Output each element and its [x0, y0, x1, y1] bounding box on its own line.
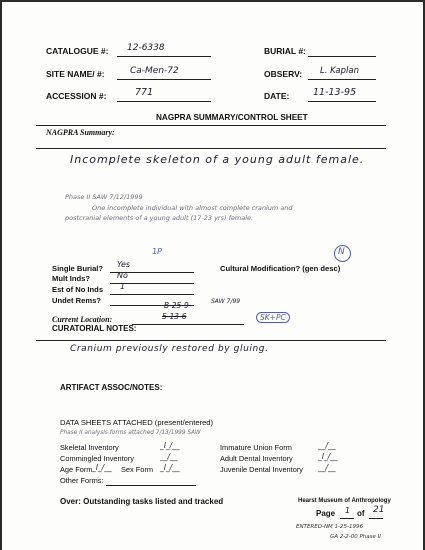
mult-inds-label: Mult Inds? — [52, 274, 90, 283]
cultural-mod-label: Cultural Modification? (gen desc) — [220, 264, 341, 273]
curatorial-text: Cranium previously restored by gluing. — [70, 344, 269, 354]
datasheets-label: DATA SHEETS ATTACHED (present/entered) — [60, 418, 214, 427]
undet-rems-label: Undet Rems? — [52, 296, 101, 305]
age-form-label: Age Form — [60, 465, 93, 474]
commingled-inventory-mark: __/__ — [160, 452, 178, 461]
page-label: Page — [316, 509, 336, 518]
of-label: of — [357, 509, 365, 518]
est-inds-value: 1 — [120, 282, 126, 291]
skeletal-inventory-label: Skeletal Inventory — [60, 443, 119, 452]
age-form-mark: _l_/__ — [92, 463, 112, 472]
curatorial-rule — [36, 340, 386, 341]
skeletal-inventory-mark: _l_/__ — [160, 441, 180, 450]
page-total-line — [369, 518, 383, 519]
observ-label: OBSERV: — [264, 69, 303, 79]
burial-line — [308, 56, 376, 57]
other-forms-label: Other Forms: — [60, 476, 104, 485]
ip-mark: 1P — [152, 247, 162, 256]
sex-form-label: Sex Form — [121, 465, 154, 474]
mult-inds-value: No — [117, 271, 128, 280]
single-burial-label: Single Burial? — [52, 264, 104, 273]
sex-form-mark: _l_/__ — [160, 463, 180, 472]
other-forms-line — [106, 485, 196, 486]
site-value: Ca-Men-72 — [130, 66, 179, 76]
accession-line — [117, 101, 211, 102]
est-inds-label: Est of No Inds — [52, 285, 104, 294]
catalogue-label: CATALOGUE #: — [46, 46, 109, 56]
outstanding-tasks: Over: Outstanding tasks listed and tracked — [60, 497, 224, 506]
scan-edge-top — [0, 0, 425, 2]
observ-line — [308, 79, 376, 80]
immature-union-label: Immature Union Form — [220, 443, 292, 452]
observ-value: L. Kaplan — [320, 66, 359, 76]
entered-note: ENTERED-NM 1-25-1996 — [296, 524, 364, 530]
date-line — [308, 101, 376, 102]
artifact-label: ARTIFACT ASSOC/NOTES: — [60, 383, 163, 392]
catalogue-value: 12-6338 — [127, 43, 165, 53]
juvenile-dental-mark: __/__ — [318, 463, 336, 472]
summary-text: Incomplete skeleton of a young adult female. — [70, 153, 365, 166]
page-number: 1 — [345, 506, 351, 515]
sheet-title: NAGPRA SUMMARY/CONTROL SHEET — [156, 113, 308, 122]
juvenile-dental-label: Juvenile Dental Inventory — [220, 465, 303, 474]
summary-phase-line2: postcranial elements of a young adult (17-23 yrs) female. — [65, 214, 254, 222]
page-total: 21 — [373, 505, 385, 515]
summary-rule — [36, 148, 386, 149]
summary-phase-line1: One incomplete individual with almost complete cranium and — [92, 204, 293, 212]
immature-union-mark: __/__ — [318, 441, 336, 450]
location-saw-note: SAW 7/99 — [211, 298, 241, 305]
catalogue-line — [117, 56, 211, 57]
title-divider — [36, 125, 386, 126]
location-line — [132, 324, 244, 325]
accession-label: ACCESSION #: — [46, 91, 107, 101]
scan-edge-left — [0, 0, 2, 550]
adult-dental-mark: _l_/__ — [318, 452, 338, 461]
adult-dental-label: Adult Dental Inventory — [220, 454, 293, 463]
commingled-inventory-label: Commingled Inventory — [60, 454, 134, 463]
entered-note-2: GA 2-2-00 Phase II — [330, 534, 381, 540]
datasheets-phase-note: Phase II analysis forms attached 7/13/1999 SAW — [60, 430, 201, 436]
location-label: Current Location: — [52, 315, 113, 324]
summary-phase-note: Phase II SAW 7/12/1999 — [65, 193, 143, 201]
site-label: SITE NAME/ #: — [46, 69, 105, 79]
location-sk-tag: SK+PC — [256, 312, 290, 323]
curatorial-label: CURATORIAL NOTES: — [52, 324, 137, 333]
museum-name: Hearst Museum of Anthropology — [298, 498, 391, 504]
cultural-mod-value: N — [338, 247, 345, 257]
location-entry1: B-25-9 — [164, 301, 189, 310]
accession-value: 771 — [135, 87, 154, 98]
site-line — [117, 79, 211, 80]
date-label: DATE: — [264, 91, 290, 101]
single-burial-value: Yes — [117, 260, 131, 269]
page-number-line — [340, 518, 354, 519]
est-inds-line — [110, 294, 194, 295]
location-entry2: 5-13-6 — [162, 312, 187, 321]
summary-label: NAGPRA Summary: — [46, 128, 115, 137]
date-value: 11-13-95 — [313, 87, 357, 98]
burial-label: BURIAL #: — [264, 46, 306, 56]
